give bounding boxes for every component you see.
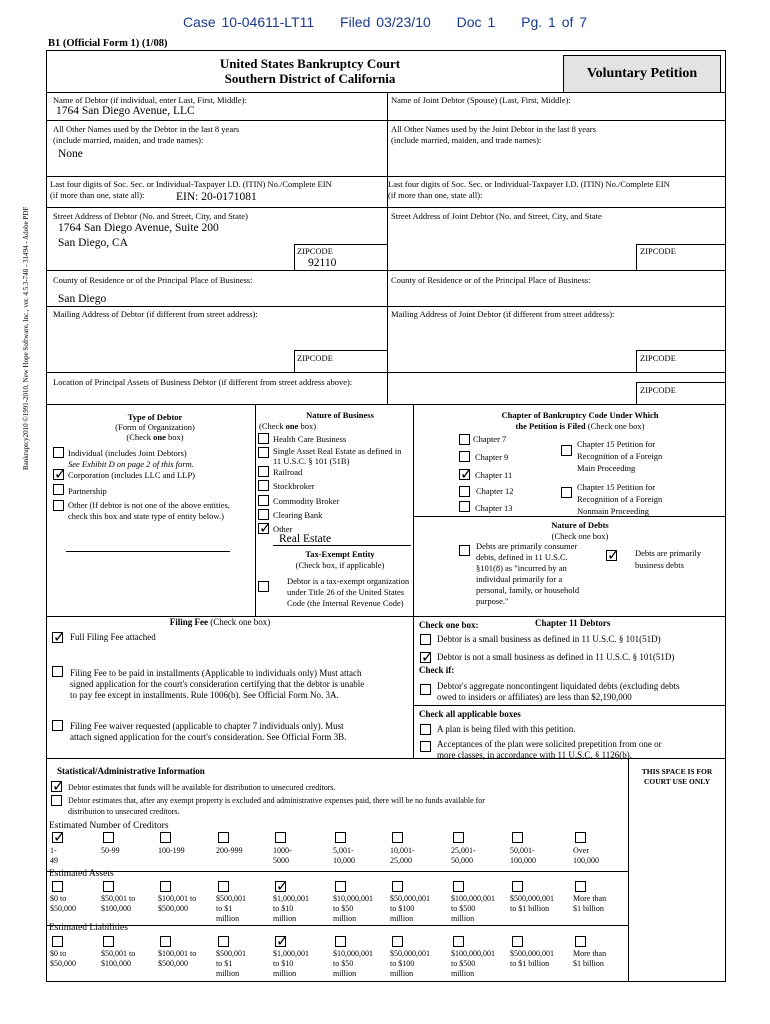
creditors-label-7-1: 50,000 [451,856,473,865]
creditors-checkbox-5[interactable] [335,832,346,843]
stockbroker-checkbox[interactable] [258,480,269,491]
type-of-debtor-sub: (Form of Organization) [115,422,195,432]
assets-label-7-0: $100,000,001 [451,894,495,903]
liabilities-checkbox-6[interactable] [392,936,403,947]
zip-label: ZIPCODE [297,246,333,256]
creditors-checkbox-2[interactable] [160,832,171,843]
assets-label-6-1: to $100 [390,904,415,913]
liabilities-label-3-2: million [216,969,240,978]
tax-exempt-line-3: Code (the Internal Revenue Code) [287,598,404,608]
nature-debts-title: Nature of Debts [551,520,609,530]
joint-other-names-label-2: (include married, maiden, and trade names): [391,135,542,145]
assets-label-5-0: $10,000,001 [333,894,373,903]
creditors-checkbox-1[interactable] [103,832,114,843]
chapter-12-label: Chapter 12 [476,486,514,496]
consumer-debts-2: debts, defined in 11 U.S.C. [476,552,568,562]
liabilities-checkbox-0[interactable] [52,936,63,947]
liabilities-label-9-0: More than [573,949,607,958]
aggregate-debts-2: owed to insiders or affiliates) are less than $2,190,000 [437,692,632,702]
chapter-13-label: Chapter 13 [475,503,513,513]
chapter-15-main-3: Main Proceeding [577,463,636,473]
assets-label-3-2: million [216,914,240,923]
joint-ssn-label: Last four digits of Soc. Sec. or Individual-Taxpayer I.D. (ITIN) No./Complete EIN [388,179,670,189]
liabilities-checkbox-1[interactable] [103,936,114,947]
full-fee-checkbox[interactable] [52,632,63,643]
corporation-checkbox[interactable] [53,469,64,480]
court-district: Southern District of California [224,71,396,86]
liabilities-label-4-0: $1,000,001 [273,949,309,958]
joint-ssn-label-2: (if more than one, state all): [388,190,483,200]
assets-label-3-0: $500,001 [216,894,246,903]
liabilities-label-0-0: $0 to [50,949,67,958]
no-funds-label-2: distribution to unsecured creditors. [68,807,180,816]
side-note: Bankruptcy2010 ©1991-2010, New Hope Software, Inc., ver. 4.5.3-748 - 31494 - Adobe PDF [22,206,30,470]
single-asset-checkbox[interactable] [258,447,269,458]
assets-label-7-2: million [451,914,475,923]
liabilities-label-3-0: $500,001 [216,949,246,958]
creditors-label-1-0: 50-99 [101,846,120,855]
consumer-debts-6: purpose." [476,596,509,606]
creditors-checkbox-6[interactable] [392,832,403,843]
liabilities-label-6-0: $50,000,001 [390,949,430,958]
liabilities-label-7-2: million [451,969,475,978]
not-small-business-label: Debtor is not a small business as defined in 11 U.S.C. § 101(51D) [437,652,675,662]
liabilities-label-1-1: $100,000 [101,959,131,968]
other-business-label: Other [273,524,293,534]
individual-note: See Exhibit D on page 2 of this form. [68,459,194,469]
fee-waiver-1: Filing Fee waiver requested (applicable to chapter 7 individuals only). Must [70,721,344,731]
partnership-label: Partnership [68,486,107,496]
assets-checkbox-3[interactable] [218,881,229,892]
creditors-checkbox-4[interactable] [275,832,286,843]
railroad-label: Railroad [273,467,303,477]
liabilities-label-5-0: $10,000,001 [333,949,373,958]
mail-zip-label: ZIPCODE [297,353,333,363]
other-business-checkbox[interactable] [258,523,269,534]
assets-label-1-0: $50,001 to [101,894,136,903]
liabilities-label-9-1: $1 billion [573,959,604,968]
liabilities-checkbox-3[interactable] [218,936,229,947]
liabilities-label-8-0: $500,000,001 [510,949,554,958]
creditors-label-8-0: 50,001- [510,846,535,855]
assets-checkbox-2[interactable] [160,881,171,892]
assets-label-5-2: million [333,914,357,923]
tax-exempt-title: Tax-Exempt Entity [305,549,375,559]
acceptances-checkbox[interactable] [420,741,431,752]
acceptances-2: more classes, in accordance with 11 U.S.C. § 1126(b). [437,750,633,760]
assets-label-8-1: to $1 billion [510,904,550,913]
voluntary-petition-title: Voluntary Petition [563,55,721,93]
plan-filed-checkbox[interactable] [420,724,431,735]
health-care-label: Health Care Business [273,434,347,444]
joint-other-names-label: All Other Names used by the Joint Debtor in the last 8 years [391,124,596,134]
type-of-debtor-check: (Check one box) [126,432,184,442]
creditors-label-8-1: 100,000 [510,856,536,865]
chapter-7-label: Chapter 7 [473,434,507,444]
liabilities-label-0-1: $50,000 [50,959,76,968]
page-number: Pg. 1 of 7 [521,14,588,30]
small-business-label: Debtor is a small business as defined in 11 U.S.C. § 101(51D) [437,634,661,644]
other-names-label-2: (include married, maiden, and trade names): [53,135,204,145]
statistical-title: Statistical/Administrative Information [57,766,205,776]
chapter-15-nonmain-checkbox[interactable] [561,487,572,498]
consumer-debts-3: §101(8) as "incurred by an [476,563,567,573]
liabilities-checkbox-2[interactable] [160,936,171,947]
creditors-checkbox-3[interactable] [218,832,229,843]
creditors-label-6-0: 10,001- [390,846,415,855]
chapter-12-checkbox[interactable] [459,486,470,497]
court-name: United States Bankruptcy Court [219,56,401,71]
acceptances-1: Acceptances of the plan were solicited prepetition from one or [437,739,662,749]
small-business-checkbox[interactable] [420,634,431,645]
chapter-7-checkbox[interactable] [459,434,470,445]
assets-label-9-0: More than [573,894,607,903]
liabilities-label-2-1: $500,000 [158,959,188,968]
tax-exempt-line-2: under Title 26 of the United States [287,587,405,597]
creditors-label-9-1: 100,000 [573,856,599,865]
health-care-checkbox[interactable] [258,433,269,444]
other-entity-checkbox[interactable] [53,500,64,511]
fee-waiver-checkbox[interactable] [52,720,63,731]
consumer-debts-1: Debts are primarily consumer [476,541,578,551]
nature-debts-sub: (Check one box) [551,531,609,541]
joint-street-label: Street Address of Joint Debtor (No. and Street, City, and State [391,211,602,221]
chapter-title-2: the Petition is Filed (Check one box) [515,421,645,431]
ssn-label: Last four digits of Soc. Sec. or Individual-Taxpayer I.D. (ITIN) No./Complete EIN [50,179,332,189]
liabilities-checkbox-8[interactable] [512,936,523,947]
assets-label-2-1: $500,000 [158,904,188,913]
no-funds-checkbox[interactable] [51,795,62,806]
creditors-label-6-1: 25,000 [390,856,412,865]
liabilities-label-4-2: million [273,969,297,978]
liabilities-label-5-2: million [333,969,357,978]
installments-3: to pay fee except in installments. Rule 1006(b). See Official Form No. 3A. [70,690,339,700]
chapter-15-nonmain-3: Nonmain Proceeding [577,506,649,516]
creditors-label-5-1: 10,000 [333,856,355,865]
assets-checkbox-9[interactable] [575,881,586,892]
assets-label-9-1: $1 billion [573,904,604,913]
liabilities-checkbox-5[interactable] [335,936,346,947]
chapter-11-label: Chapter 11 [475,470,513,480]
consumer-debts-5: personal, family, or household [476,585,580,595]
joint-county-label: County of Residence or of the Principal Place of Business: [391,275,591,285]
creditors-label-0-1: 49 [50,856,58,865]
creditors-label-3-0: 200-999 [216,846,243,855]
commodity-broker-label: Commodity Broker [273,496,340,506]
street-value-2[interactable]: San Diego, CA [58,237,128,249]
chapter-15-main-1: Chapter 15 Petition for [577,439,656,449]
creditors-checkbox-8[interactable] [512,832,523,843]
liabilities-checkbox-7[interactable] [453,936,464,947]
other-entity-label: Other (If debtor is not one of the above entities, [68,500,230,510]
assets-label-6-2: million [390,914,414,923]
assets-checkbox-0[interactable] [52,881,63,892]
tax-exempt-line-1: Debtor is a tax-exempt organization [287,576,410,586]
check-one-label: Check one box: [419,620,479,630]
assets-title: Estimated Assets [49,869,114,879]
creditors-title: Estimated Number of Creditors [49,821,169,831]
creditors-label-5-0: 5,001- [333,846,354,855]
county-label: County of Residence or of the Principal Place of Business: [53,275,253,285]
other-business-value[interactable]: Real Estate [279,533,332,545]
full-fee-label: Full Filing Fee attached [70,632,156,642]
debtor-name-label: Name of Debtor (if individual, enter Last, First, Middle): [53,95,247,105]
consumer-debts-4: individual primarily for a [476,574,563,584]
chapter-15-nonmain-1: Chapter 15 Petition for [577,482,656,492]
chapter-13-checkbox[interactable] [459,501,470,512]
corporation-label: Corporation (includes LLC and LLP) [68,470,196,480]
form-id: B1 (Official Form 1) (1/08) [48,38,168,49]
assets-checkbox-8[interactable] [512,881,523,892]
single-asset-label: Single Asset Real Estate as defined in [273,446,402,456]
creditors-label-0-0: 1- [50,846,57,855]
check-if-label: Check if: [419,665,455,675]
not-small-business-checkbox[interactable] [420,652,431,663]
chapter-11-debtors-title: Chapter 11 Debtors [535,618,611,628]
creditors-checkbox-9[interactable] [575,832,586,843]
liabilities-label-6-2: million [390,969,414,978]
liabilities-label-6-1: to $100 [390,959,415,968]
liabilities-label-3-1: to $1 [216,959,233,968]
liabilities-label-2-0: $100,001 to [158,949,197,958]
doc-number: Doc 1 [456,14,496,30]
nature-business-title: Nature of Business [306,410,374,420]
court-use-1: THIS SPACE IS FOR [641,767,713,776]
assets-label-0-1: $50,000 [50,904,76,913]
case-header [0,14,770,30]
aggregate-debts-checkbox[interactable] [420,684,431,695]
court-use-2: COURT USE ONLY [643,777,710,786]
liabilities-label-4-1: to $10 [273,959,294,968]
liabilities-label-7-1: to $500 [451,959,476,968]
no-funds-label-1: Debtor estimates that, after any exempt property is excluded and administrative expenses paid, there will be no funds available for [68,796,485,805]
mail-label: Mailing Address of Debtor (if different from street address): [53,309,258,319]
liabilities-label-5-1: to $50 [333,959,354,968]
assets-label-0-0: $0 to [50,894,67,903]
chapter-11-checkbox[interactable] [459,469,470,480]
creditors-label-7-0: 25,001- [451,846,476,855]
chapter-9-checkbox[interactable] [459,451,470,462]
filing-fee-title: Filing Fee (Check one box) [169,617,271,627]
stockbroker-label: Stockbroker [273,481,315,491]
funds-available-label: Debtor estimates that funds will be available for distribution to unsecured creditors. [68,783,336,792]
joint-mail-zip-label: ZIPCODE [640,353,676,363]
individual-checkbox[interactable] [53,447,64,458]
location-zip-label: ZIPCODE [640,385,676,395]
funds-available-checkbox[interactable] [51,781,62,792]
case-number: Case 10-04611-LT11 [182,14,315,30]
creditors-label-4-1: 5000 [273,856,289,865]
assets-label-7-1: to $500 [451,904,476,913]
liabilities-title: Estimated Liabilities [49,923,128,933]
creditors-label-9-0: Over [573,846,589,855]
joint-mail-label: Mailing Address of Joint Debtor (if different from street address): [391,309,615,319]
single-asset-label-2: 11 U.S.C. § 101 (51B) [273,456,350,466]
chapter-15-main-checkbox[interactable] [561,445,572,456]
assets-label-8-0: $500,000,001 [510,894,554,903]
liabilities-label-1-0: $50,001 to [101,949,136,958]
installments-1: Filing Fee to be paid in installments (Applicable to individuals only) Must attach [70,668,362,678]
type-of-debtor-title: Type of Debtor [127,412,183,422]
nature-business-check: (Check one box) [259,421,317,431]
other-names-label: All Other Names used by the Debtor in the last 8 years [53,124,240,134]
creditors-checkbox-7[interactable] [453,832,464,843]
assets-checkbox-1[interactable] [103,881,114,892]
consumer-debts-checkbox[interactable] [459,545,470,556]
other-entity-label-2: check this box and state type of entity below.) [68,511,224,521]
business-debts-2: business debts [635,560,684,570]
chapter-title: Chapter of Bankruptcy Code Under Which [501,410,659,420]
debtor-name-value[interactable]: 1764 San Diego Avenue, LLC [56,105,195,117]
aggregate-debts-1: Debtor's aggregate noncontingent liquidated debts (excluding debts [437,681,680,691]
county-value[interactable]: San Diego [58,293,107,305]
partnership-checkbox[interactable] [53,484,64,495]
plan-filed-label: A plan is being filed with this petition. [437,724,576,734]
assets-label-2-0: $100,001 to [158,894,197,903]
chapter-9-label: Chapter 9 [475,452,509,462]
railroad-checkbox[interactable] [258,466,269,477]
location-label: Location of Principal Assets of Business Debtor (if different from street address above): [53,377,353,387]
check-all-label: Check all applicable boxes [419,709,521,719]
assets-label-4-2: million [273,914,297,923]
creditors-label-2-0: 100-199 [158,846,185,855]
street-value-1[interactable]: 1764 San Diego Avenue, Suite 200 [58,222,219,234]
business-debts-1: Debts are primarily [635,548,702,558]
creditors-label-4-0: 1000- [273,846,292,855]
tax-exempt-checkbox[interactable] [258,581,269,592]
commodity-broker-checkbox[interactable] [258,495,269,506]
joint-zip-label: ZIPCODE [640,246,676,256]
assets-checkbox-6[interactable] [392,881,403,892]
assets-label-5-1: to $50 [333,904,354,913]
business-debts-checkbox[interactable] [606,550,617,561]
liabilities-checkbox-4[interactable] [275,936,286,947]
assets-checkbox-5[interactable] [335,881,346,892]
creditors-checkbox-0[interactable] [52,832,63,843]
fee-waiver-2: attach signed application for the court's consideration. See Official Form 3B. [70,732,347,742]
assets-label-6-0: $50,000,001 [390,894,430,903]
clearing-bank-label: Clearing Bank [273,510,323,520]
chapter-15-nonmain-2: Recognition of a Foreign [577,494,663,504]
installments-2: signed application for the court's consideration certifying that the debtor is unable [70,679,365,689]
street-label: Street Address of Debtor (No. and Street, City, and State) [53,211,248,221]
other-names-value[interactable]: None [58,148,83,160]
tax-exempt-sub: (Check box, if applicable) [295,560,385,570]
assets-label-4-0: $1,000,001 [273,894,309,903]
assets-checkbox-7[interactable] [453,881,464,892]
assets-label-4-1: to $10 [273,904,294,913]
liabilities-checkbox-9[interactable] [575,936,586,947]
installments-checkbox[interactable] [52,666,63,677]
filed-date: Filed 03/23/10 [340,14,431,30]
joint-name-label: Name of Joint Debtor (Spouse) (Last, First, Middle): [391,95,571,105]
liabilities-label-7-0: $100,000,001 [451,949,495,958]
chapter-15-main-2: Recognition of a Foreign [577,451,663,461]
assets-label-3-1: to $1 [216,904,233,913]
individual-label: Individual (includes Joint Debtors) [68,448,187,458]
ein-value[interactable]: EIN: 20-0171081 [176,191,257,203]
assets-checkbox-4[interactable] [275,881,286,892]
zip-value[interactable]: 92110 [308,257,337,269]
ssn-label-2: (if more than one, state all): [50,190,145,200]
assets-label-1-1: $100,000 [101,904,131,913]
liabilities-label-8-1: to $1 billion [510,959,550,968]
